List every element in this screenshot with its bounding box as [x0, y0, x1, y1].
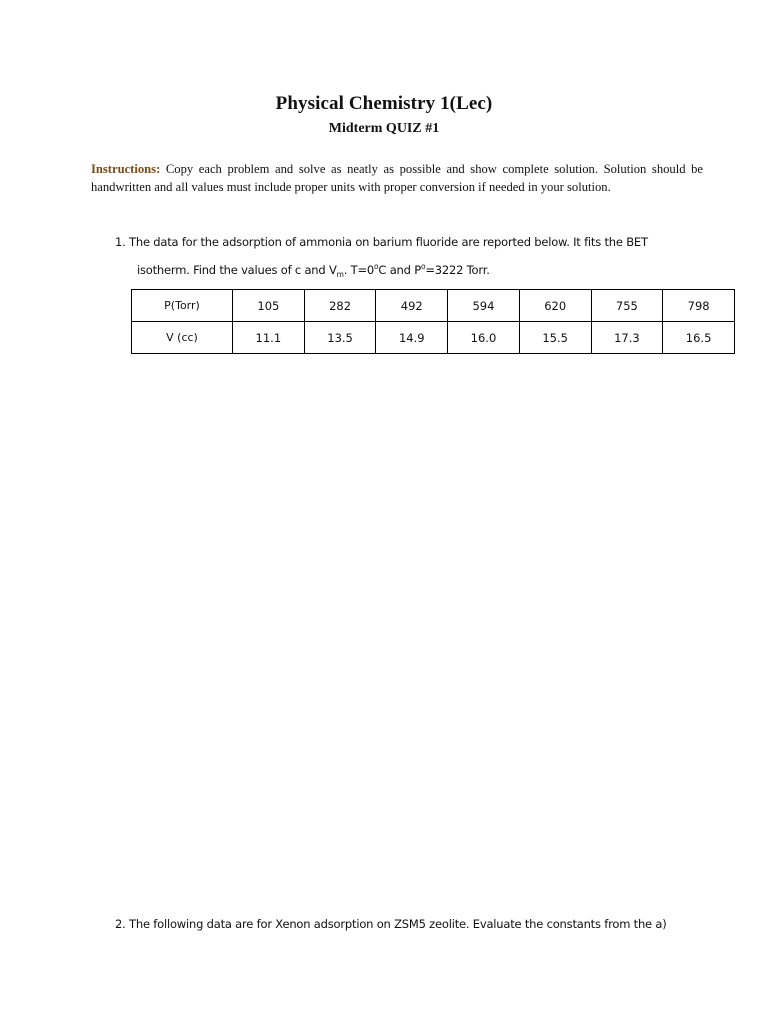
- quiz-subtitle: Midterm QUIZ #1: [328, 121, 440, 136]
- question-1-text-c: C and P: [378, 262, 421, 277]
- table-cell: 492: [376, 290, 448, 322]
- table-cell: 15.5: [519, 322, 591, 354]
- instructions-label: Instructions:: [91, 162, 161, 176]
- document-title: Physical Chemistry 1(Lec): [275, 93, 493, 114]
- question-1-text-a: isotherm. Find the values of c and V: [137, 262, 337, 277]
- row-label-volume: V (cc): [132, 322, 233, 354]
- question-1-text-b: . T=0: [343, 262, 375, 277]
- table-cell: 798: [663, 290, 735, 322]
- question-1-line-2: [137, 262, 490, 279]
- question-1-text-d: =3222 Torr.: [425, 262, 490, 277]
- table-row-volume: [132, 322, 735, 354]
- table-cell: 16.5: [663, 322, 735, 354]
- table-cell: 105: [233, 290, 305, 322]
- question-2-line-1: 2. The following data are for Xenon adsorption on ZSM5 zeolite. Evaluate the constants from the a): [115, 917, 667, 931]
- row-label-pressure: P(Torr): [132, 290, 233, 322]
- question-1-subscript-m: m: [336, 270, 344, 280]
- instructions-text: Copy each problem and solve as neatly as possible and show complete solution. Solution should be handwritten and all values must include proper units with proper conversion if needed in your solution.: [91, 162, 703, 194]
- table-cell: 620: [519, 290, 591, 322]
- adsorption-data-table: [131, 289, 735, 354]
- instructions-paragraph: [91, 160, 703, 196]
- question-1-superscript-degree: o: [374, 262, 379, 271]
- table-cell: 11.1: [233, 322, 305, 354]
- table-cell: 755: [591, 290, 663, 322]
- table-cell: 14.9: [376, 322, 448, 354]
- table-cell: 594: [448, 290, 520, 322]
- table-cell: 13.5: [304, 322, 376, 354]
- table-cell: 282: [304, 290, 376, 322]
- table-cell: 17.3: [591, 322, 663, 354]
- table-cell: 16.0: [448, 322, 520, 354]
- question-1-line-1: 1. The data for the adsorption of ammonia on barium fluoride are reported below. It fits the BET: [115, 235, 648, 249]
- question-1-superscript-o: o: [420, 262, 426, 271]
- table-row-pressure: [132, 290, 735, 322]
